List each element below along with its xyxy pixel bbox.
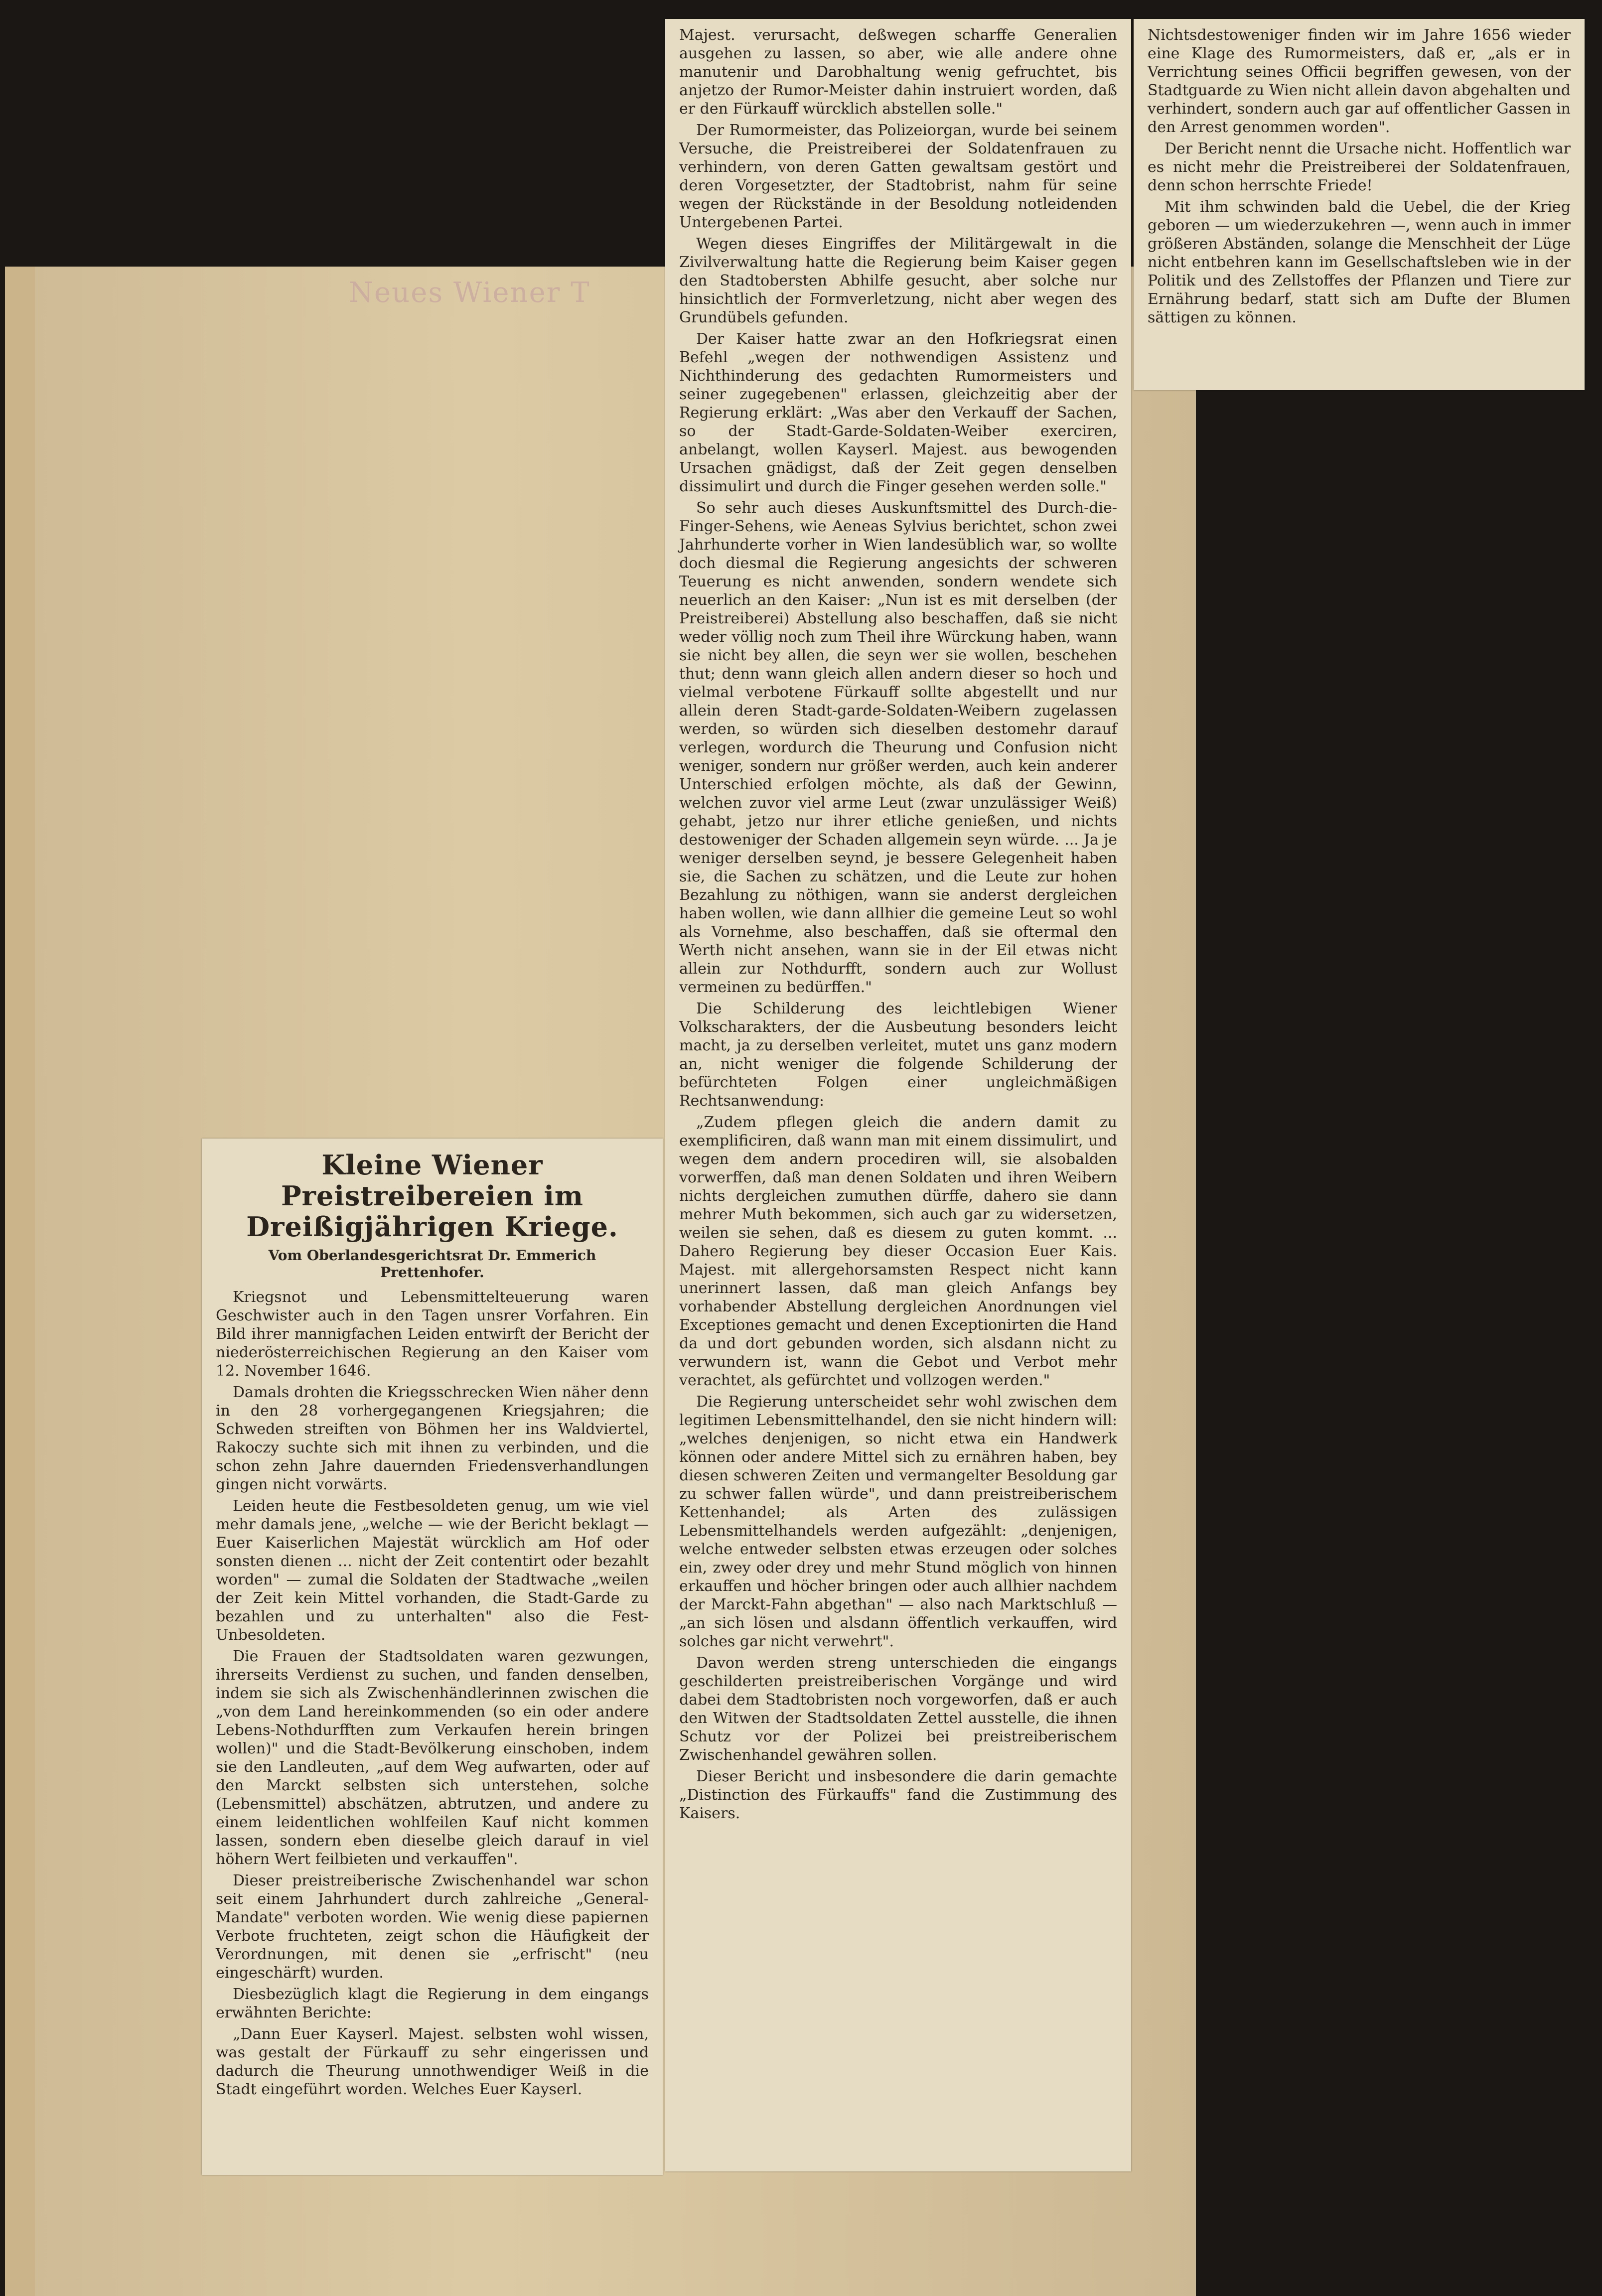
paragraph: Der Rumormeister, das Polizeiorgan, wurde bei seinem Versuche, die Preistreiberei der Soldatenfrauen zu verhindern, von deren Gatten gewaltsam gestört und deren Vorgesetzter, der Stadtobrist, nahm für seine wegen der Rückstände in der Besoldung notleidenden Untergebenen Partei. (679, 122, 1117, 231)
paragraph: Der Kaiser hatte zwar an den Hofkriegsrat einen Befehl „wegen der nothwendigen Assistenz und Nichthinderung des gedachten Rumormeisters und seiner zugegebenen" erlassen, gleichzeitig aber der Regierung erklärt: „Was aber den Verkauff der Sachen, so der Stadt-Garde-Soldaten-Weiber exerciren, anbelangt, wollen Kayserl. Majest. aus bewogenden Ursachen gnädigst, daß der Zeit gegen denselben dissimulirt und durch die Finger gesehen werden solle." (679, 330, 1117, 495)
paragraph: Damals drohten die Kriegsschrecken Wien näher denn in den 28 vorhergegangenen Kriegsjahren; die Schweden streiften von Böhmen her ins Waldviertel, Rakoczy suchte sich mit ihnen zu verbinden, und die schon zehn Jahre dauernden Friedensverhandlungen gingen nicht vorwärts. (216, 1384, 649, 1493)
paragraph: Die Regierung unterscheidet sehr wohl zwischen dem legitimen Lebensmittelhandel, den sie nicht hindern will: „welches denjenigen, so nicht etwa ein Handwerk können oder andere Mittel sich zu ernähren haben, bey diesen schweren Zeiten und vermangelter Besoldung gar zu schwer fallen würde", und dann preistreiberischem Kettenhandel; als Arten des zulässigen Lebensmittelhandels werden aufgezählt: „denjenigen, welche entweder selbsten etwas erzeugen oder solches ein, zwey oder drey und mehr Stund möglich von hinnen erkauffen und höcher bringen oder auch allhier nachdem der Marckt-Fahn abgethan" — also nach Marktschluß — „an sich lösen und alsdann öffentlich verkauffen, wird solches gar nicht verwehrt". (679, 1393, 1117, 1650)
paragraph: „Zudem pflegen gleich die andern damit zu exemplificiren, daß wann man mit einem dissimulirt, und wegen dem andern procediren will, sie alsobalden vorwerffen, daß man denen Soldaten und ihren Weibern nichts dergleichen zumuthen dürffe, dahero sie dann mehrer Muth bekommen, sich auch gar zu widersetzen, weilen sie sehen, daß es diesem zu guten kommt. ... Dahero Regierung bey dieser Occasion Euer Kais. Majest. mit allergehorsamsten Respect nicht kann unerinnert lassen, daß man gleich Anfangs bey vorhabender Abstellung dergleichen Anordnungen viel Exceptiones gemacht und denen Exceptionirten die Hand da und dort gebunden worden, sich alsdann nicht zu verwundern ist, wann die Gebot und Verbot mehr verachtet, als gefürchtet und vollzogen werden." (679, 1114, 1117, 1389)
article-title: Kleine Wiener Preistreibereien im Dreißigjährigen Kriege. (246, 1149, 618, 1243)
paragraph: Dieser preistreiberische Zwischenhandel war schon seit einem Jahrhundert durch zahlreiche „General-Mandate" verboten worden. Wie wenig diese papiernen Verbote fruchteten, zeigt schon die Häufigkeit der Verordnungen, mit denen sie „erfrischt" (neu eingeschärft) wurden. (216, 1872, 649, 1982)
article-column-middle (665, 19, 1131, 2171)
article-byline: Vom Oberlandesgerichtsrat Dr. Emmerich Prettenhofer. (268, 1247, 596, 1281)
paragraph: Wegen dieses Eingriffes der Militärgewalt in die Zivilverwaltung hatte die Regierung beim Kaiser gegen den Stadtobersten Abhilfe gesucht, aber solche nur hinsichtlich der Formverletzung, nicht aber wegen des Grundübels gefunden. (679, 235, 1117, 326)
paragraph: Der Bericht nennt die Ursache nicht. Hoffentlich war es nicht mehr die Preistreiberei der Soldatenfrauen, denn schon herrschte Friede! (1148, 140, 1571, 194)
paragraph: Nichtsdestoweniger finden wir im Jahre 1656 wieder eine Klage des Rumormeisters, daß er, „als er in Verrichtung seines Officii begriffen gewesen, von der Stadtguarde zu Wien nicht allein davon abgehalten und verhindert, sondern auch gar auf offentlicher Gassen in den Arrest genommen worden". (1148, 26, 1571, 136)
paragraph: Davon werden streng unterschieden die eingangs geschilderten preistreiberischen Vorgänge und wird dabei dem Stadtobristen noch vorgeworfen, daß er auch den Witwen der Stadtsoldaten Zettel ausstelle, die ihnen Schutz vor der Polizei bei preistreiberischem Zwischenhandel gewähren sollen. (679, 1654, 1117, 1764)
paragraph: Mit ihm schwinden bald die Uebel, die der Krieg geboren — um wiederzukehren —, wenn auch in immer größeren Abständen, solange die Menschheit der Lüge nicht entbehren kann im Gesellschaftsleben wie in der Politik und des Zellstoffes der Pflanzen und Tiere zur Ernährung bedarf, statt sich am Dufte der Blumen sättigen zu können. (1148, 198, 1571, 326)
paragraph: Diesbezüglich klagt die Regierung in dem eingangs erwähnten Berichte: (216, 1986, 649, 2021)
article-column-left (202, 1139, 663, 2175)
article-column-right (1134, 19, 1585, 390)
paragraph: Die Frauen der Stadtsoldaten waren gezwungen, ihrerseits Verdienst zu suchen, und fanden denselben, indem sie sich als Zwischenhändlerinnen zwischen die „von dem Land hereinkommenden (so ein oder andere Lebens-Nothdurfften zum Verkaufen herein bringen wollen)" und die Stadt-Bevölkerung einschoben, indem sie den Landleuten, „auf dem Weg aufwarten, oder auf den Marckt selbsten sich unterstehen, solche (Lebensmittel) abschätzen, abtrutzen, und andere zu einem leidentlichen wohlfeilen Kauf nicht kommen lassen, sondern eben dieselbe gleich darauf in viel höhern Wert feilbieten und verkauffen". (216, 1648, 649, 1868)
paragraph: So sehr auch dieses Auskunftsmittel des Durch-die-Finger-Sehens, wie Aeneas Sylvius berichtet, schon zwei Jahrhunderte vorher in Wien landesüblich war, so wollte doch diesmal die Regierung angesichts der schweren Teuerung es nicht anwenden, sondern wendete sich neuerlich an den Kaiser: „Nun ist es mit derselben (der Preistreiberei) Abstellung also beschaffen, daß sie nicht weder völlig noch zum Theil ihre Würckung haben, wann sie nicht bey allen, die seyn wer sie wollen, beschehen thut; denn wann gleich allen andern dieser so hoch und vielmal verbotene Fürkauff sollte abgestellt und nur allein deren Stadt-garde-Soldaten-Weibern zugelassen werden, so würden sich dieselben destomehr darauf verlegen, wordurch die Theurung und Confusion nicht weniger, sondern nur größer werden, auch kein anderer Unterschied erfolgen möchte, als daß der Gewinn, welchen zuvor viel arme Leut (zwar unzulässiger Weiß) gehabt, jetzo nur ihrer etliche genießen, und nichts destoweniger der Schaden allgemein seyn würde. ... Ja je weniger derselben seynd, je bessere Gelegenheit haben sie, die Sachen zu schätzen, und die Leute zur hohen Bezahlung zu nöthigen, wann sie anderst dergleichen haben wollen, wie dann allhier die gemeine Leut so wohl als Vornehme, also beschaffen, daß sie oftermal den Werth nicht ansehen, wann sie in der Eil etwas nicht allein zur Nothdurfft, sondern auch zur Wollust vermeinen zu bedürffen." (679, 499, 1117, 996)
paragraph: Leiden heute die Festbesoldeten genug, um wie viel mehr damals jene, „welche — wie der Bericht beklagt — Euer Kaiserlichen Majestät würcklich am Hof oder sonsten dienen ... nicht der Zeit contentirt oder bezahlt worden" — zumal die Soldaten der Stadtwache „weilen der Zeit kein Mittel vorhanden, die Stadt-Garde zu bezahlen und zu unterhalten" also die Fest-Unbesoldeten. (216, 1497, 649, 1644)
paragraph: Dieser Bericht und insbesondere die darin gemachte „Distinction des Fürkauffs" fand die Zustimmung des Kaisers. (679, 1768, 1117, 1822)
paragraph: Majest. verursacht, deßwegen scharffe Generalien ausgehen zu lassen, so aber, wie alle andere ohne manutenir und Darobhaltung wenig gefruchtet, bis anjetzo der Rumor-Meister dahin instruiert worden, daß er den Fürkauff würcklich abstellen solle." (679, 26, 1117, 118)
paragraph: „Dann Euer Kayserl. Majest. selbsten wohl wissen, was gestalt der Fürkauff zu sehr eingerissen und dadurch die Theurung unnothwendiger Weiß in die Stadt eingeführt worden. Welches Euer Kayserl. (216, 2025, 649, 2098)
masthead-fragment: Neues Wiener T (349, 277, 590, 309)
paragraph: Kriegsnot und Lebensmittelteuerung waren Geschwister auch in den Tagen unsrer Vorfahren. Ein Bild ihrer mannigfachen Leiden entwirft der Bericht der niederösterreichischen Regierung an den Kaiser vom 12. November 1646. (216, 1289, 649, 1380)
paragraph: Die Schilderung des leichtlebigen Wiener Volkscharakters, der die Ausbeutung besonders leicht macht, ja zu derselben verleitet, mutet uns ganz modern an, nicht weniger die folgende Schilderung der befürchteten Folgen einer ungleichmäßigen Rechtsanwendung: (679, 1000, 1117, 1110)
paper-edge (5, 267, 35, 2296)
